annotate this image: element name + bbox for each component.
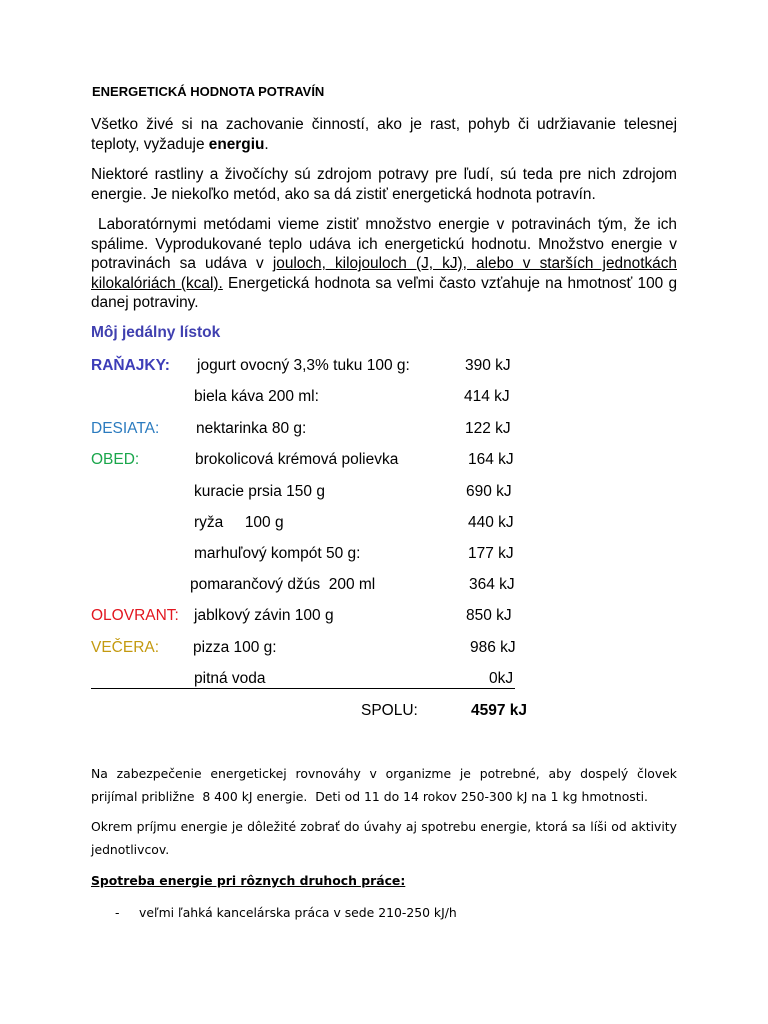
menu-item-name: pizza 100 g: bbox=[193, 639, 277, 656]
total-divider bbox=[91, 688, 515, 689]
intro-end: . bbox=[264, 135, 269, 153]
list-item: veľmi ľahká kancelárska práca v sede 210-250 kJ/h bbox=[139, 905, 457, 920]
menu-title: Môj jedálny lístok bbox=[91, 324, 221, 341]
menu-item-name: kuracie prsia 150 g bbox=[194, 483, 325, 500]
menu-item-name: jablkový závin 100 g bbox=[194, 607, 334, 624]
menu-item-value: 0kJ bbox=[489, 670, 514, 687]
section-heading: Spotreba energie pri rôznych druhoch práce: bbox=[91, 873, 406, 888]
menu-item-name: jogurt ovocný 3,3% tuku 100 g: bbox=[197, 357, 410, 374]
menu-item-value: 690 kJ bbox=[466, 483, 512, 500]
menu-item-value: 414 kJ bbox=[464, 388, 510, 405]
list-bullet: - bbox=[115, 905, 120, 920]
intro-bold-word: energiu bbox=[208, 135, 265, 153]
meal-label-obed: OBED: bbox=[91, 451, 140, 468]
menu-item-name: nektarinka 80 g: bbox=[196, 420, 307, 437]
methods-text: Laboratórnymi metódami vieme zistiť množstvo energie v potravinách tým, že ich spálime. Vyprodukované teplo udáva ich energetickú hodnotu. Množstvo energie v potravinách sa udáva v bbox=[91, 216, 677, 272]
menu-item-value: 440 kJ bbox=[468, 514, 514, 531]
document-title: ENERGETICKÁ HODNOTA POTRAVÍN bbox=[92, 84, 325, 99]
paragraph-balance: Na zabezpečenie energetickej rovnováhy v organizme je potrebné, aby dospelý človek prijímal približne 8 400 kJ energie. Deti od 11 do 14 rokov 250-300 kJ na 1 kg hmotnosti. bbox=[91, 766, 677, 804]
menu-item-value: 122 kJ bbox=[465, 420, 511, 437]
paragraph-consumption: Okrem príjmu energie je dôležité zobrať do úvahy aj spotrebu energie, ktorá sa líši od aktivity jednotlivcov. bbox=[91, 819, 677, 857]
menu-item-name: pomarančový džús 200 ml bbox=[190, 576, 376, 593]
meal-label-olovrant: OLOVRANT: bbox=[91, 607, 179, 624]
methods-end: Energetická hodnota sa veľmi často vzťahuje na hmotnosť 100 g danej potraviny. bbox=[91, 274, 677, 311]
menu-item-name: brokolicová krémová polievka bbox=[195, 451, 399, 468]
menu-item-value: 177 kJ bbox=[468, 545, 514, 562]
menu-item-value: 364 kJ bbox=[469, 576, 515, 593]
total-value: 4597 kJ bbox=[471, 702, 528, 719]
menu-item-value: 390 kJ bbox=[465, 357, 511, 374]
paragraph-intro bbox=[91, 115, 677, 154]
menu-item-value: 986 kJ bbox=[470, 639, 516, 656]
methods-underlined-units: jouloch, kilojouloch (J, kJ), alebo v starších jednotkách kilokalóriách (kcal). bbox=[91, 255, 677, 292]
menu-item-name: ryža 100 g bbox=[194, 514, 284, 531]
meal-label-ranajky: RAŇAJKY: bbox=[91, 357, 170, 374]
menu-item-name: marhuľový kompót 50 g: bbox=[194, 545, 361, 562]
intro-text: Všetko živé si na zachovanie činností, ako je rast, pohyb či udržiavanie telesnej teploty, vyžaduje bbox=[91, 116, 677, 153]
menu-item-value: 164 kJ bbox=[468, 451, 514, 468]
menu-item-name: pitná voda bbox=[194, 670, 266, 687]
menu-item-value: 850 kJ bbox=[466, 607, 512, 624]
total-label: SPOLU: bbox=[361, 702, 418, 719]
meal-label-vecera: VEČERA: bbox=[91, 639, 160, 656]
menu-item-name: biela káva 200 ml: bbox=[194, 388, 319, 405]
paragraph-sources: Niektoré rastliny a živočíchy sú zdrojom potravy pre ľudí, sú teda pre nich zdrojom energie. Je niekoľko metód, ako sa dá zistiť energetická hodnota potravín. bbox=[91, 166, 677, 203]
meal-label-desiata: DESIATA: bbox=[91, 420, 160, 437]
paragraph-methods bbox=[91, 215, 677, 313]
